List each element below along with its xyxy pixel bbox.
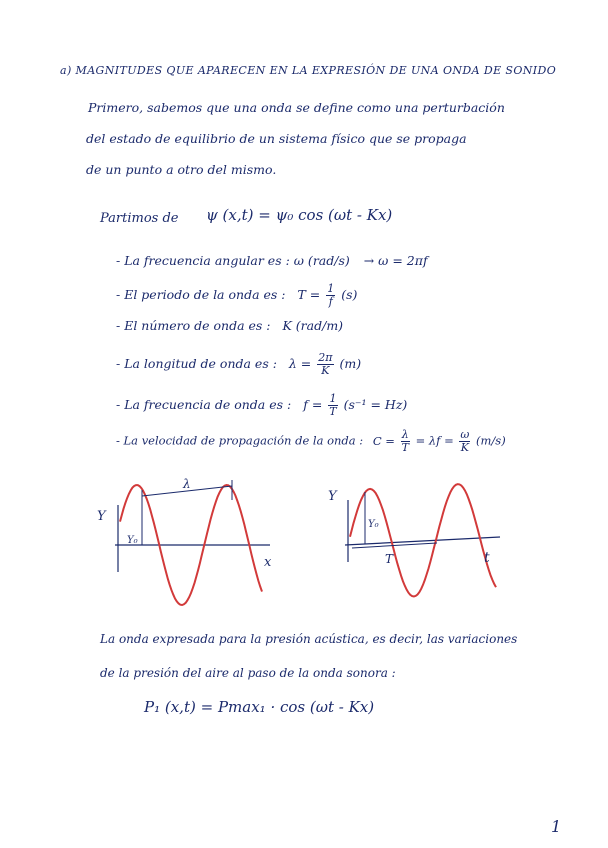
item-label: - La frecuencia de onda es :	[116, 397, 292, 412]
graph1-wavelength-label: λ	[183, 477, 191, 491]
item-label: - La frecuencia angular es : ω (rad/s)	[116, 253, 350, 268]
item-extra: → ω = 2πf	[363, 253, 428, 268]
pressure-line-2: de la presión del aire al paso de la onda sonora :	[100, 666, 396, 680]
numerator: 1	[329, 392, 337, 405]
velocity-unit: (m/s)	[476, 433, 506, 448]
intro-line-3: de un punto a otro del mismo.	[86, 162, 277, 177]
item-lhs: f =	[303, 397, 323, 412]
item-label: - La longitud de onda es :	[116, 356, 277, 371]
denominator: K	[460, 441, 469, 454]
numerator: 1	[327, 282, 335, 295]
graph2-xlabel: t	[484, 550, 490, 566]
item-extra: C =	[372, 433, 395, 448]
item-label: - El periodo de la onda es :	[116, 287, 286, 302]
item-unit: (s⁻¹ = Hz)	[343, 397, 408, 412]
denominator: K	[321, 364, 330, 377]
item-lhs: T =	[297, 287, 321, 302]
graph1-ylabel: Y	[97, 509, 106, 524]
page-number: 1	[551, 817, 562, 836]
graph-1	[97, 477, 272, 605]
wave-equation: ψ (x,t) = ψ₀ cos (ωt - Kx)	[206, 206, 393, 224]
item-lhs: λ =	[288, 356, 312, 371]
item-unit: (s)	[341, 287, 358, 302]
graph2-wave-curve	[350, 484, 496, 596]
numerator: λ	[401, 428, 409, 441]
heading: a) MAGNITUDES QUE APARECEN EN LA EXPRESIÓN DE UNA ONDA DE SONIDO	[60, 64, 557, 77]
item-extra: K (rad/m)	[282, 318, 344, 333]
graph2-amplitude-label: Y₀	[368, 519, 379, 530]
graph1-xlabel: x	[264, 555, 272, 570]
graph1-amplitude-label: Y₀	[127, 535, 138, 546]
item-label: - La velocidad de propagación de la onda :	[116, 433, 364, 448]
start-label: Partimos de	[100, 211, 179, 226]
intro-line-1: Primero, sabemos que una onda se define como una perturbación	[88, 100, 505, 115]
denominator: f	[328, 295, 333, 308]
numerator: 2π	[318, 351, 333, 364]
velocity-mid: = λf =	[415, 433, 454, 448]
graph2-period-label: T	[385, 552, 394, 566]
item-label: - El número de onda es :	[116, 318, 271, 333]
graph2-ylabel: Y	[328, 489, 337, 504]
denominator: T	[401, 441, 409, 454]
pressure-line-1: La onda expresada para la presión acústica, es decir, las variaciones	[100, 632, 518, 646]
numerator: ω	[460, 428, 470, 441]
graph-2	[328, 484, 500, 596]
item-unit: (m)	[339, 356, 362, 371]
pressure-equation: P₁ (x,t) = Pmax₁ · cos (ωt - Kx)	[144, 698, 375, 716]
intro-line-2: del estado de equilibrio de un sistema físico que se propaga	[86, 131, 467, 146]
denominator: T	[329, 405, 337, 418]
